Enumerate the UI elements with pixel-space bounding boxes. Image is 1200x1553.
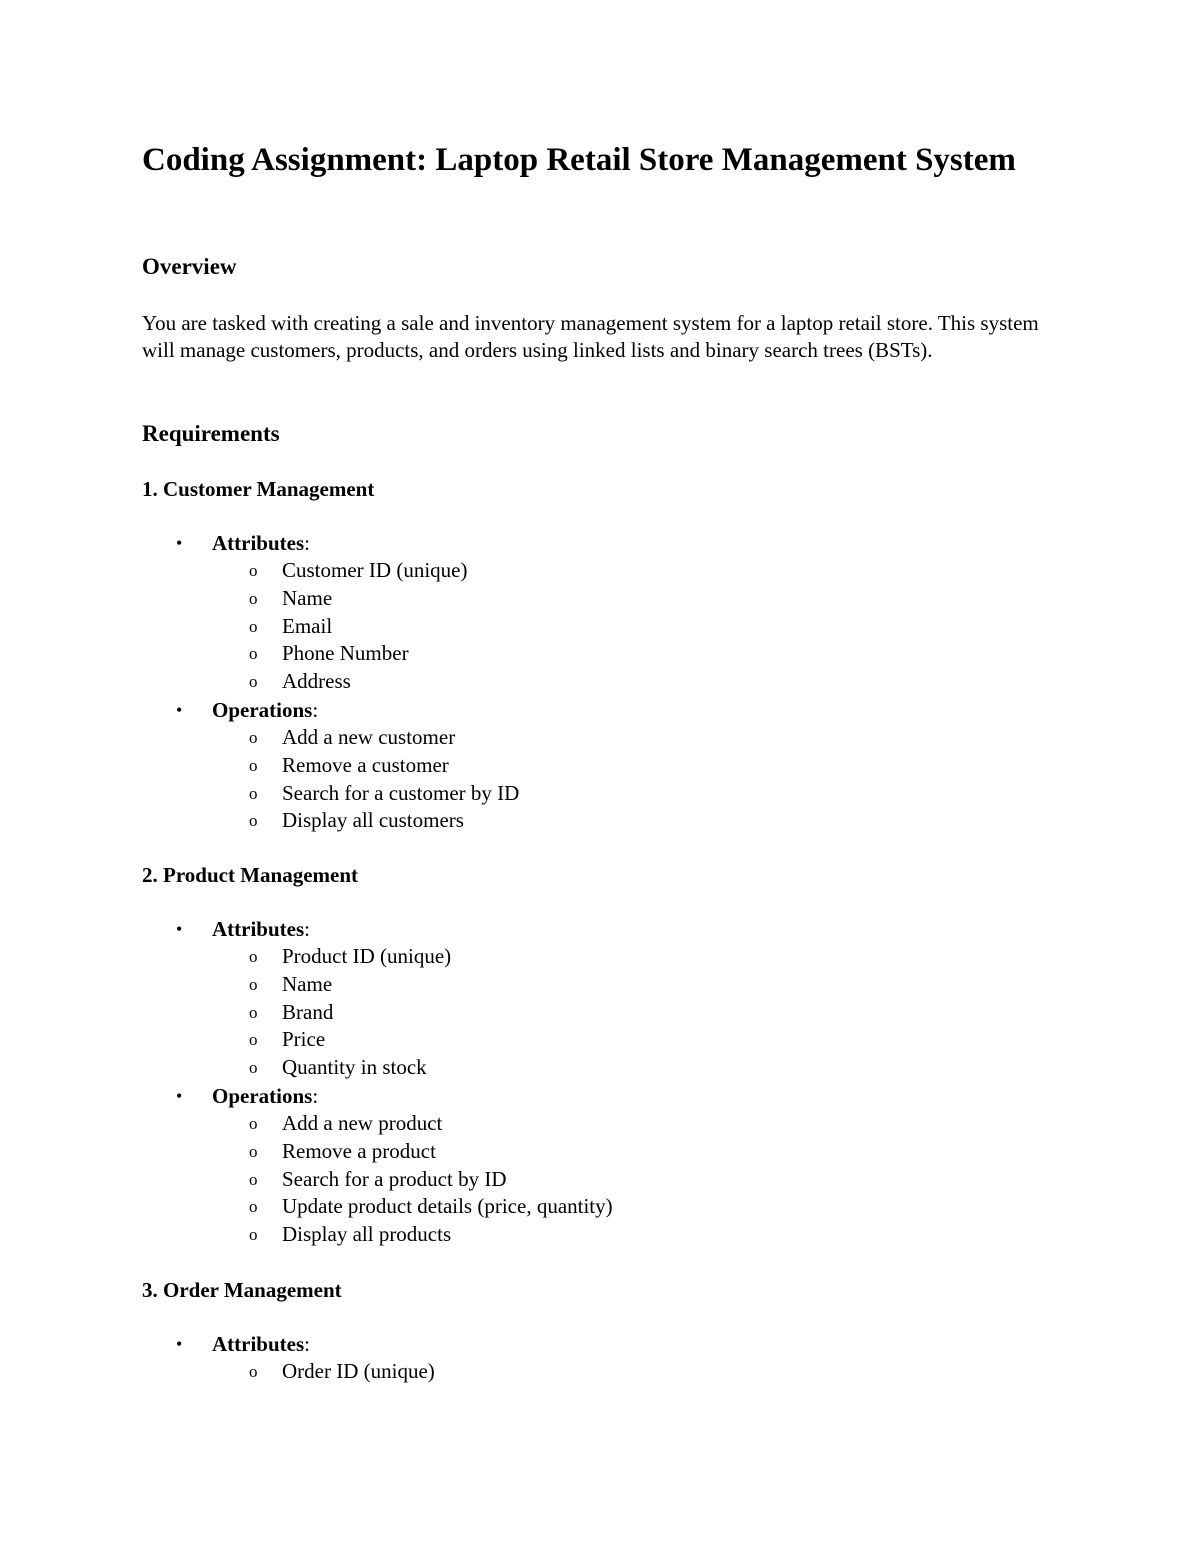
circle-bullet-icon: o <box>249 616 258 636</box>
circle-bullet-icon: o <box>249 783 258 803</box>
bullet-icon: • <box>176 533 183 553</box>
attributes-label: Attributes <box>212 917 305 941</box>
circle-bullet-icon: o <box>249 1169 258 1189</box>
section-heading-product: 2. Product Management <box>142 863 358 887</box>
circle-bullet-icon: o <box>249 974 258 994</box>
circle-bullet-icon: o <box>249 755 258 775</box>
circle-bullet-icon: o <box>249 1030 258 1050</box>
requirements-heading: Requirements <box>142 421 280 446</box>
bullet-icon: • <box>176 1085 183 1106</box>
list-item: o Remove a product <box>142 1138 1042 1166</box>
circle-bullet-icon: o <box>249 672 258 692</box>
list-item: o Email <box>142 613 1042 641</box>
list-item: o Product ID (unique) <box>142 943 1042 971</box>
list-item: o Address <box>142 668 1042 696</box>
section-customer <box>142 529 1042 835</box>
section-heading-customer: 1. Customer Management <box>142 477 375 501</box>
operations-label: Operations <box>212 697 313 722</box>
document-page <box>142 0 1042 1553</box>
list-item: o Order ID (unique) <box>142 1358 1042 1386</box>
section-heading-order: 3. Order Management <box>142 1278 342 1302</box>
bullet-operations: • Operations: <box>176 697 319 722</box>
list-item: o Display all products <box>142 1221 1042 1249</box>
circle-bullet-icon: o <box>249 588 258 608</box>
circle-bullet-icon: o <box>249 727 258 747</box>
circle-bullet-icon: o <box>249 1197 258 1217</box>
list-item: o Name <box>142 585 1042 613</box>
circle-bullet-icon: o <box>249 1362 258 1381</box>
section-order <box>142 1330 1042 1386</box>
list-item: o Update product details (price, quantity) <box>142 1193 1042 1221</box>
attributes-label: Attributes <box>212 1332 305 1356</box>
circle-bullet-icon: o <box>249 561 258 580</box>
list-item: o Name <box>142 971 1042 999</box>
list-item: o Add a new customer <box>142 724 1042 752</box>
list-item: o Customer ID (unique) <box>142 557 1042 585</box>
circle-bullet-icon: o <box>249 1058 258 1078</box>
list-item: o Quantity in stock <box>142 1054 1042 1082</box>
circle-bullet-icon: o <box>249 947 258 966</box>
circle-bullet-icon: o <box>249 1225 258 1245</box>
circle-bullet-icon: o <box>249 1113 258 1133</box>
bullet-icon: • <box>176 699 183 720</box>
list-item: o Display all customers <box>142 807 1042 835</box>
circle-bullet-icon: o <box>249 644 258 664</box>
bullet-attributes: • Attributes: <box>176 917 310 941</box>
bullet-icon: • <box>176 1334 183 1354</box>
circle-bullet-icon: o <box>249 811 258 831</box>
list-item: o Add a new product <box>142 1110 1042 1138</box>
attributes-label: Attributes <box>212 531 305 555</box>
list-item: o Search for a product by ID <box>142 1166 1042 1194</box>
bullet-operations: • Operations: <box>176 1083 319 1108</box>
circle-bullet-icon: o <box>249 1002 258 1022</box>
list-item: o Brand <box>142 999 1042 1027</box>
list-item: o Price <box>142 1026 1042 1054</box>
list-item: o Search for a customer by ID <box>142 780 1042 808</box>
list-item: o Phone Number <box>142 640 1042 668</box>
circle-bullet-icon: o <box>249 1141 258 1161</box>
operations-label: Operations <box>212 1083 313 1108</box>
section-product <box>142 915 1042 1249</box>
list-item: o Remove a customer <box>142 752 1042 780</box>
bullet-icon: • <box>176 919 183 939</box>
bullet-attributes: • Attributes: <box>176 1332 310 1356</box>
bullet-attributes: • Attributes: <box>176 531 310 555</box>
overview-paragraph: You are tasked with creating a sale and inventory management system for a laptop retail store. This system will manage customers, products, and orders using linked lists and binary search trees (BSTs). <box>142 311 1039 362</box>
overview-heading: Overview <box>142 254 237 279</box>
document-title: Coding Assignment: Laptop Retail Store Management System <box>142 142 1016 178</box>
